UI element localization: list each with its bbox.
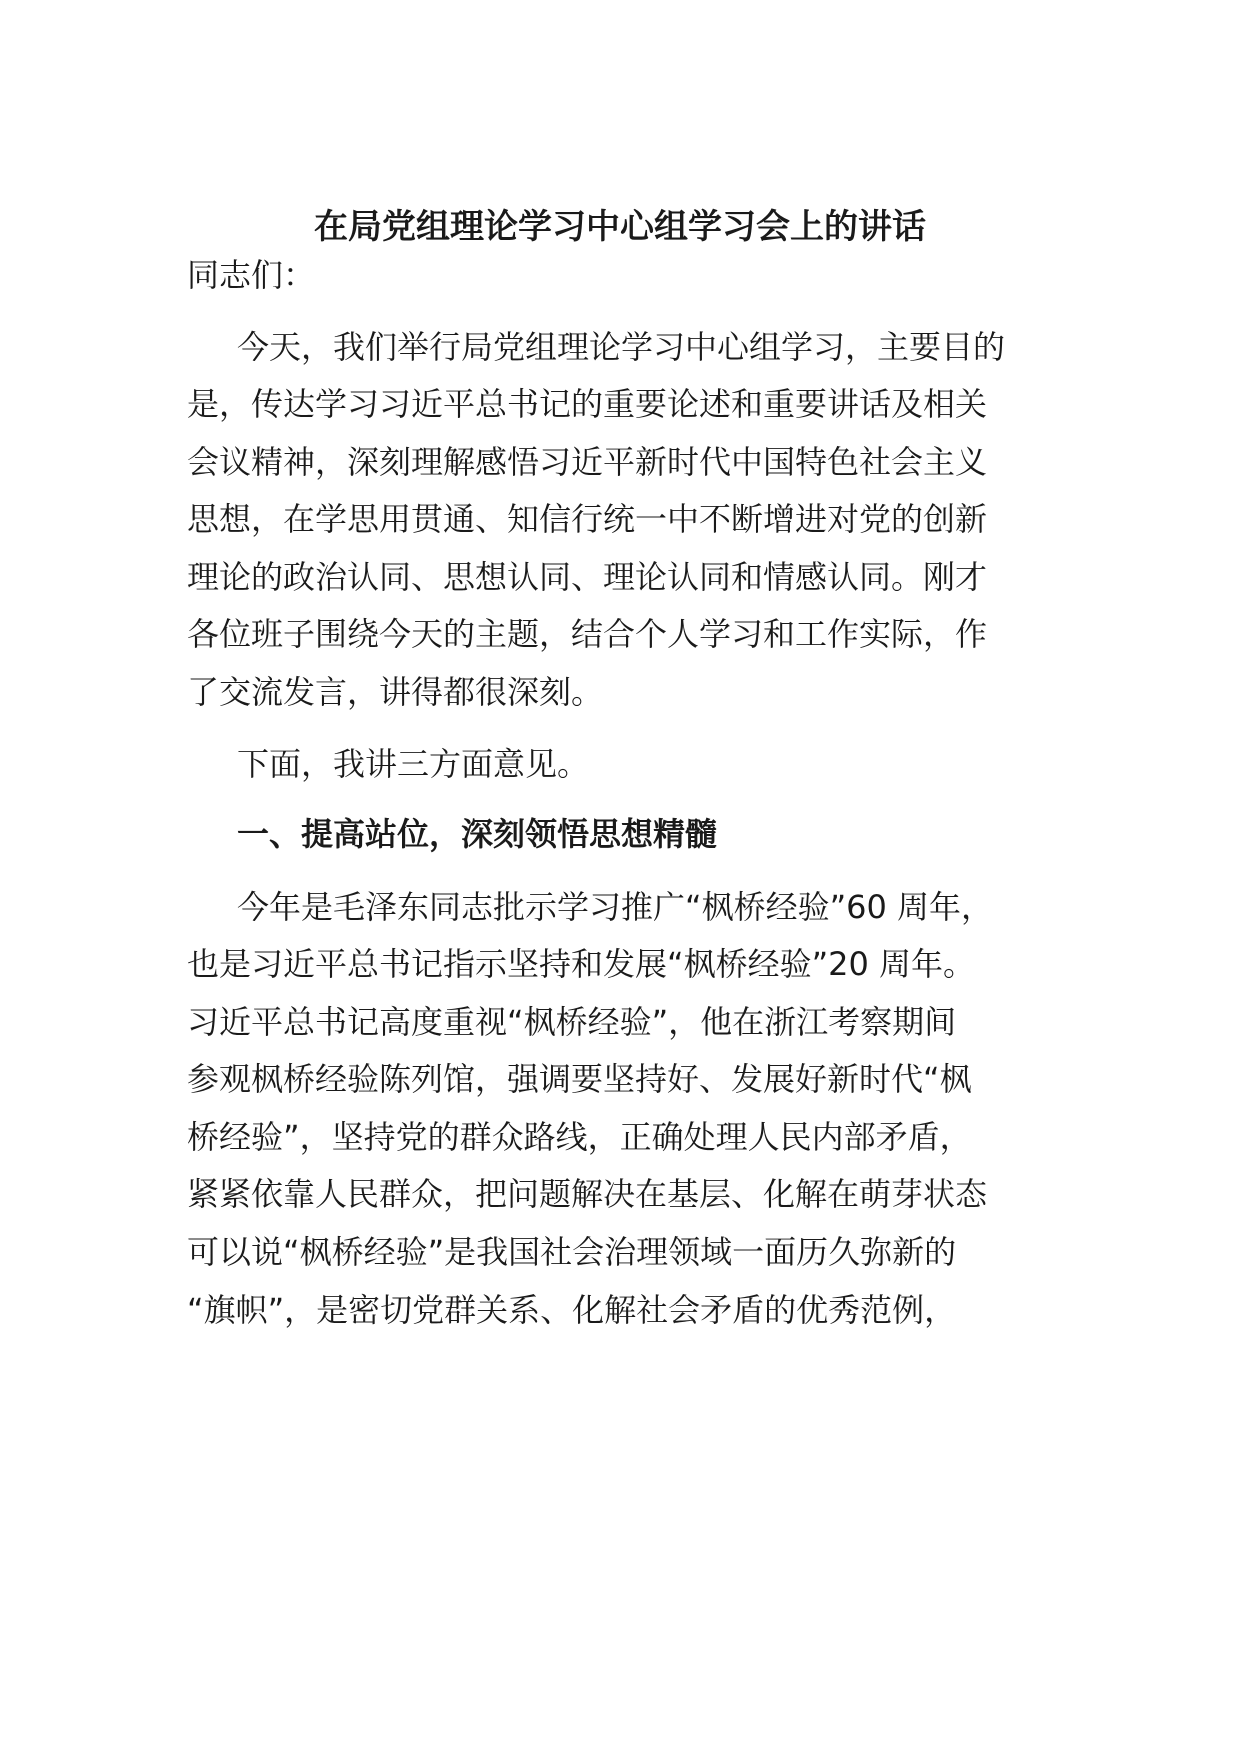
paragraph-line: 参观枫桥经验陈列馆，强调要坚持好、发展好新时代“枫 <box>187 1060 972 1098</box>
paragraph-line: 可以说“枫桥经验”是我国社会治理领域一面历久弥新的 <box>187 1233 957 1271</box>
paragraph-line: 桥经验”，坚持党的群众路线，正确处理人民内部矛盾， <box>187 1118 972 1156</box>
paragraph-line: 下面，我讲三方面意见。 <box>237 745 590 783</box>
paragraph-line: 今天，我们举行局党组理论学习中心组学习，主要目的 <box>237 328 1006 366</box>
paragraph-line: 紧紧依靠人民群众，把问题解决在基层、化解在萌芽状态 <box>187 1175 988 1213</box>
paragraph-line: 了交流发言，讲得都很深刻。 <box>187 673 604 711</box>
paragraph-line: 思想，在学思用贯通、知信行统一中不断增进对党的创新 <box>187 500 988 538</box>
paragraph-line: 今年是毛泽东同志批示学习推广“枫桥经验”60 周年， <box>237 888 994 926</box>
paragraph-line: 习近平总书记高度重视“枫桥经验”，他在浙江考察期间 <box>187 1003 957 1041</box>
paragraph-line: 会议精神，深刻理解感悟习近平新时代中国特色社会主义 <box>187 443 988 481</box>
document-title: 在局党组理论学习中心组学习会上的讲话 <box>314 207 926 247</box>
paragraph-line: 也是习近平总书记指示坚持和发展“枫桥经验”20 周年。 <box>187 945 976 983</box>
paragraph-line: “旗帜”，是密切党群关系、化解社会矛盾的优秀范例， <box>187 1291 957 1329</box>
paragraph-line: 各位班子围绕今天的主题，结合个人学习和工作实际，作 <box>187 615 988 653</box>
section-heading: 一、提高站位，深刻领悟思想精髓 <box>237 815 718 853</box>
paragraph-line: 是，传达学习习近平总书记的重要论述和重要讲话及相关 <box>187 385 988 423</box>
salutation: 同志们： <box>187 256 316 294</box>
paragraph-line: 理论的政治认同、思想认同、理论认同和情感认同。刚才 <box>187 558 988 596</box>
